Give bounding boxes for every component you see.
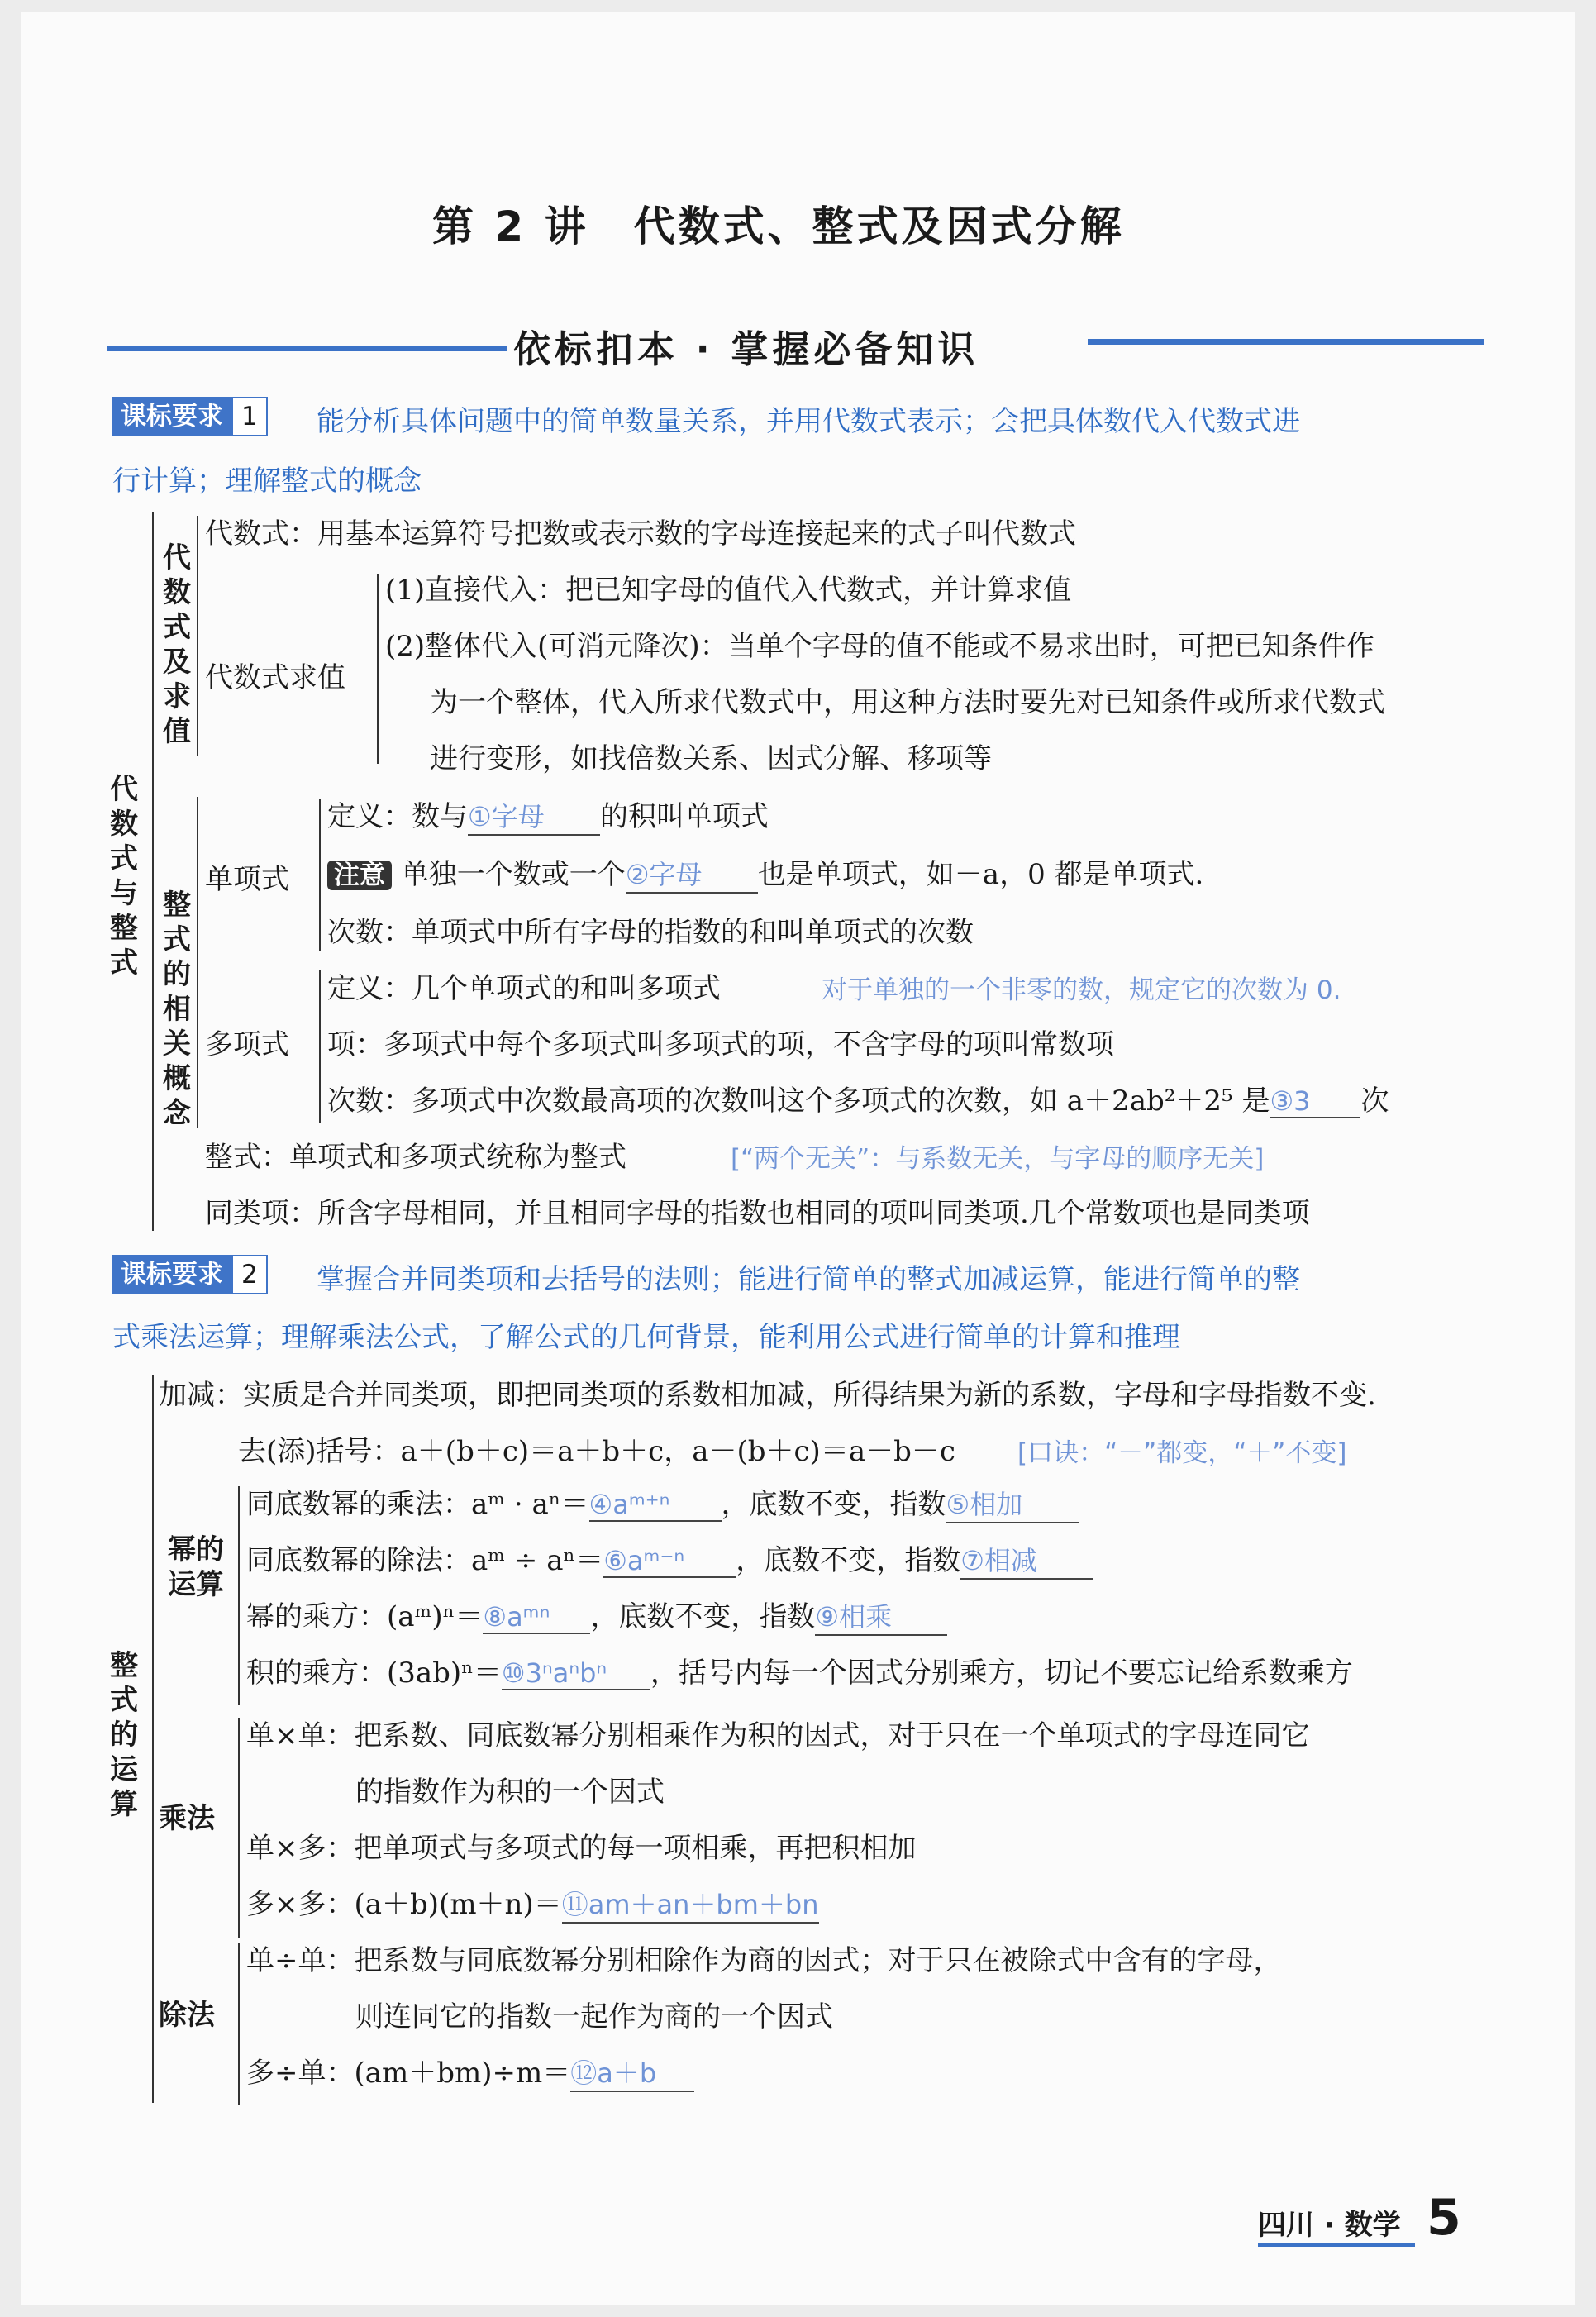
brace-outer-2 <box>152 1375 154 2103</box>
duoxiangshi-term: 项：多项式中每个多项式叫多项式的项，不含字母的项叫常数项 <box>327 1028 1114 1061</box>
blank-7: ⑦相减 <box>960 1540 1093 1580</box>
brace-duoxiangshi <box>319 970 321 1123</box>
danxiangshi-note: 注意 单独一个数或一个②字母 也是单项式，如－a，0 都是单项式. <box>327 851 1203 894</box>
mi-yunsuan-label: 幂的运算 <box>168 1533 224 1601</box>
chufa-mono-mono-cont: 则连同它的指数一起作为商的一个因式 <box>355 2000 833 2033</box>
danxiangshi-definition: 定义：数与①字母 的积叫单项式 <box>327 794 769 836</box>
zhengshi-definition: 整式：单项式和多项式统称为整式 <box>205 1141 626 1174</box>
blank-8: ⑧aᵐⁿ <box>483 1601 590 1634</box>
jiajian-rule: 加减：实质是合并同类项，即把同类项的系数相加减，所得结果为新的系数，字母和字母指数不变. <box>159 1379 1376 1412</box>
page-number: 5 <box>1427 2189 1461 2247</box>
chengfa-mono-mono-cont: 的指数作为积的一个因式 <box>355 1776 665 1809</box>
banner-rule-right <box>1088 339 1484 345</box>
qiuzhi-item-2-cont1: 为一个整体，代入所求代数式中，用这种方法时要先对已知条件或所求代数式 <box>430 686 1385 719</box>
brace-qiuzhi <box>377 574 379 764</box>
blank-4: ④aᵐ⁺ⁿ <box>589 1489 722 1522</box>
requirement-badge-1 <box>112 397 268 436</box>
blank-9: ⑨相乘 <box>815 1596 947 1636</box>
blank-3: ③3 <box>1270 1085 1360 1118</box>
page-title: 第 2 讲 代数式、整式及因式分解 <box>432 203 1125 250</box>
blank-6: ⑥aᵐ⁻ⁿ <box>603 1545 736 1578</box>
chengfa-mono-poly: 单×多：把单项式与多项式的每一项相乘，再把积相加 <box>246 1832 917 1865</box>
blank-12: ⑫a＋b <box>570 2052 694 2092</box>
chufa-mono-mono: 单÷单：把系数与同底数幂分别相除作为商的因式；对于只在被除式中含有的字母， <box>246 1944 1282 1977</box>
qiuzhi-item-2: (2)整体代入(可消元降次)：当单个字母的值不能或不易求出时，可把已知条件作 <box>385 630 1374 663</box>
chengfa-poly-poly: 多×多：(a＋b)(m＋n)＝⑪am＋an＋bm＋bn <box>246 1881 819 1924</box>
blank-2: ②字母 <box>626 854 758 894</box>
chengfa-mono-mono: 单×单：把系数、同底数幂分别相乘作为积的因式，对于只在一个单项式的字母连同它 <box>246 1719 1310 1752</box>
banner-rule-left <box>107 346 507 351</box>
group-label-xiangguan: 整式的相关概念 <box>163 889 191 1130</box>
mi-product-power: 积的乘方：(3ab)ⁿ＝⑩3ⁿaⁿbⁿ ，括号内每一个因式分别乘方，切记不要忘记给系数乘方 <box>246 1657 1353 1690</box>
mi-multiply: 同底数幂的乘法：aᵐ · aⁿ＝④aᵐ⁺ⁿ ，底数不变，指数⑤相加 <box>246 1481 1079 1523</box>
duoxiangshi-degree: 次数：多项式中次数最高项的次数叫这个多项式的次数，如 a＋2ab²＋2⁵ 是③3 次 <box>327 1085 1389 1118</box>
zhengshi-note: [“两个无关”：与系数无关，与字母的顺序无关] <box>731 1144 1265 1174</box>
requirement-label: 课标要求 <box>112 397 231 436</box>
section-banner: 依标扣本 · 掌握必备知识 <box>513 327 979 371</box>
brace-mi <box>238 1486 240 1705</box>
tongleixiang-definition: 同类项：所含字母相同，并且相同字母的指数也相同的项叫同类项.几个常数项也是同类项 <box>205 1197 1310 1230</box>
brace-outer-1 <box>152 512 154 1231</box>
chufa-poly-mono: 多÷单：(am＋bm)÷m＝⑫a＋b <box>246 2050 694 2092</box>
duoxiangshi-label: 多项式 <box>205 1028 289 1061</box>
requirement-2-line2: 式乘法运算；理解乘法公式，了解公式的几何背景，能利用公式进行简单的计算和推理 <box>112 1321 1180 1354</box>
danxiangshi-label: 单项式 <box>205 863 289 896</box>
duoxiangshi-definition: 定义：几个单项式的和叫多项式 <box>327 972 721 1005</box>
blank-1: ①字母 <box>468 796 600 836</box>
brace-group-2 <box>197 797 198 1128</box>
brace-chufa <box>238 1943 240 2105</box>
outer-label-daishushi-zhengshi: 代数式与整式 <box>110 773 138 980</box>
qiuzhi-item-2-cont2: 进行变形，如找倍数关系、因式分解、移项等 <box>430 742 992 775</box>
qiuzhi-item-1: (1)直接代入：把已知字母的值代入代数式，并计算求值 <box>385 574 1072 607</box>
blank-5: ⑤相加 <box>946 1484 1079 1523</box>
requirement-badge-2 <box>112 1255 268 1294</box>
requirement-2-line1: 掌握合并同类项和去括号的法则；能进行简单的整式加减运算，能进行简单的整 <box>317 1263 1300 1296</box>
mi-power: 幂的乘方：(aᵐ)ⁿ＝⑧aᵐⁿ ，底数不变，指数⑨相乘 <box>246 1594 947 1636</box>
page <box>21 12 1575 2305</box>
daishushi-definition: 代数式：用基本运算符号把数或表示数的字母连接起来的式子叫代数式 <box>205 517 1076 551</box>
danxiangshi-degree: 次数：单项式中所有字母的指数的和叫单项式的次数 <box>327 916 974 949</box>
requirement-1-line1: 能分析具体问题中的简单数量关系，并用代数式表示；会把具体数代入代数式进 <box>317 405 1300 438</box>
outer-label-zhengshi-yunsuan: 整式的运算 <box>110 1649 138 1821</box>
requirement-1-line2: 行计算；理解整式的概念 <box>112 465 422 498</box>
brace-danxiangshi <box>319 799 321 951</box>
group-label-qiuzhi: 代数式及求值 <box>163 541 191 748</box>
duoxiangshi-handwritten-note: 对于单独的一个非零的数，规定它的次数为 0. <box>822 975 1341 1005</box>
chufa-label: 除法 <box>159 1999 215 2032</box>
brace-chengfa <box>238 1718 240 1938</box>
requirement-number: 2 <box>231 1255 268 1294</box>
requirement-number: 1 <box>231 397 268 436</box>
qiuzhi-label: 代数式求值 <box>205 661 345 694</box>
blank-11: ⑪am＋an＋bm＋bn <box>562 1884 819 1924</box>
kuohao-note: [口诀：“－”都变，“＋”不变] <box>1017 1438 1347 1468</box>
footer-rule <box>1258 2243 1415 2247</box>
brace-group-1 <box>197 516 198 756</box>
note-tag: 注意 <box>327 861 392 890</box>
kuohao-rule: 去(添)括号：a＋(b＋c)＝a＋b＋c，a－(b＋c)＝a－b－c <box>238 1435 955 1468</box>
blank-10: ⑩3ⁿaⁿbⁿ <box>502 1657 650 1690</box>
footer-region: 四川 · 数学 <box>1258 2209 1401 2242</box>
mi-divide: 同底数幂的除法：aᵐ ÷ aⁿ＝⑥aᵐ⁻ⁿ ，底数不变，指数⑦相减 <box>246 1538 1093 1580</box>
chengfa-label: 乘法 <box>159 1802 215 1835</box>
requirement-label: 课标要求 <box>112 1255 231 1294</box>
